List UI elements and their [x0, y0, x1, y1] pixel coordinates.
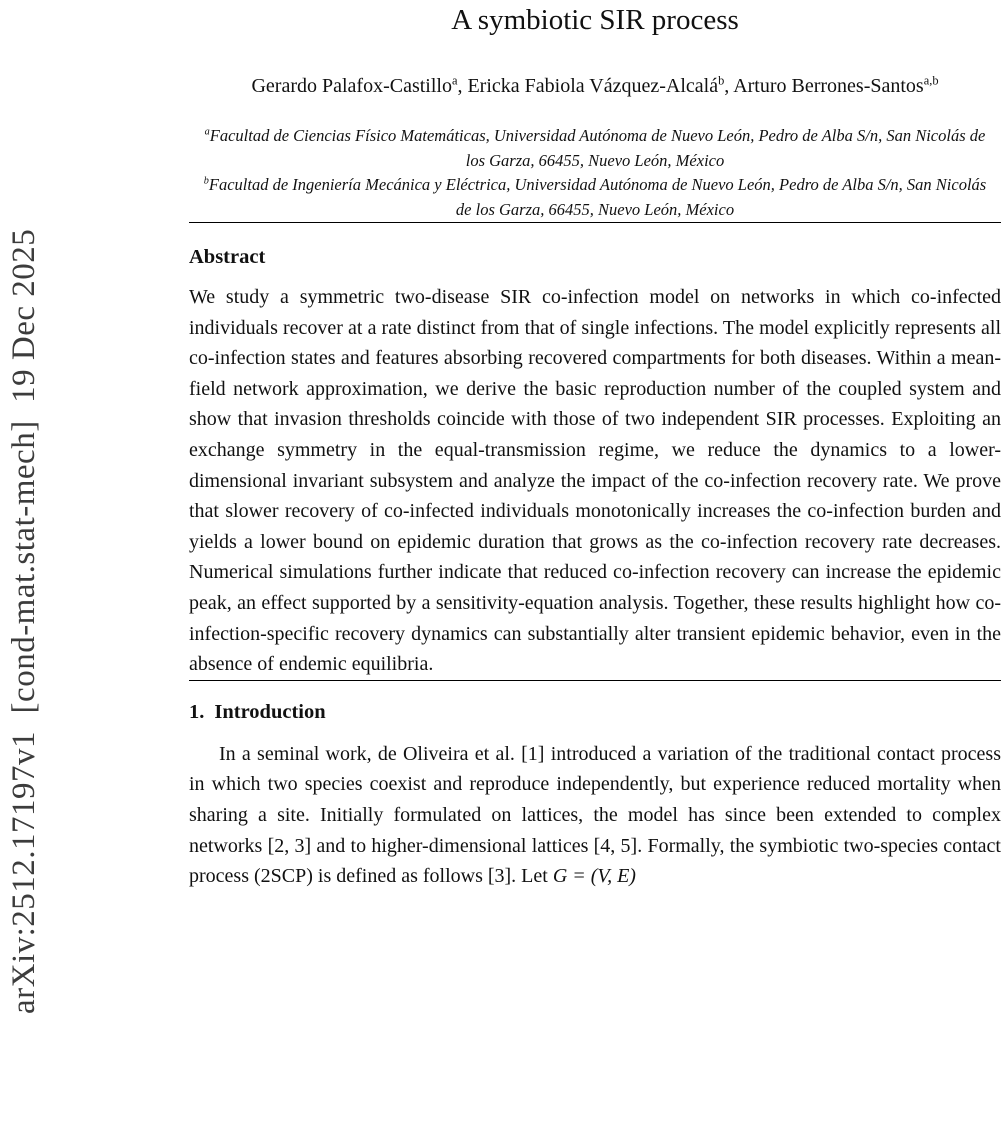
introduction-text: In a seminal work, de Oliveira et al. [1] introduced a variation of the traditional contact process in which two species coexist and reproduce independently, but experience reduced mortality when sharing a site. Initially formulated on lattices, the model has since been extended to complex networks [2, 3] and to higher-dimensional lattices [4, 5]. Formally, the symbiotic two-species contact process (2SCP) is defined as follows [3]. Let [189, 742, 1001, 888]
paper-content [189, 0, 1001, 892]
author-affiliation-mark: a [451, 73, 458, 88]
affiliation-text: Facultad de Ingeniería Mecánica y Eléctrica, Universidad Autónoma de Nuevo León, Pedro de Alba S/n, San Nicolás de los Garza, 66455, Nuevo León, México [208, 175, 987, 219]
section-number: 1. [189, 700, 205, 723]
abstract-divider-bottom [189, 680, 1001, 681]
affiliation-b [200, 173, 990, 222]
author-affiliation-mark: b [718, 73, 725, 88]
introduction-paragraph [189, 739, 1001, 892]
affiliation-text: Facultad de Ciencias Físico Matemáticas, Universidad Autónoma de Nuevo León, Pedro de Alba S/n, San Nicolás de los Garza, 66455, Nuevo León, México [209, 126, 986, 170]
author-affiliation-mark: a,b [923, 73, 939, 88]
affiliations-block [189, 124, 1001, 222]
author-name: , Arturo Berrones-Santos [724, 75, 924, 97]
affiliation-a [200, 124, 990, 173]
section-heading-introduction [189, 700, 1001, 724]
affiliation-mark: a [204, 126, 210, 138]
paper-title: A symbiotic SIR process [451, 4, 739, 36]
author-name: , Ericka Fabiola Vázquez-Alcalá [457, 75, 719, 97]
affiliation-mark: b [203, 175, 209, 187]
abstract-divider-top [189, 222, 1001, 223]
abstract-text: We study a symmetric two-disease SIR co-infection model on networks in which co-infected individuals recover at a rate distinct from that of single infections. The model explicitly represents all co-infection states and features absorbing recovered compartments for both diseases. Within a mean-field network approximation, we derive the basic reproduction number of the coupled system and show that invasion thresholds coincide with those of two independent SIR processes. Exploiting an exchange symmetry in the equal-transmission regime, we reduce the dynamics to a lower-dimensional invariant subsystem and analyze the impact of the co-infection recovery rate. We prove that slower recovery of co-infected individuals monotonically increases the co-infection burden and yields a lower bound on epidemic duration that grows as the co-infection recovery rate decreases. Numerical simulations further indicate that reduced co-infection recovery can increase the epidemic peak, an effect supported by a sensitivity-equation analysis. Together, these results highlight how co-infection-specific recovery dynamics can substantially alter transient epidemic behavior, even in the absence of endemic equilibria. [189, 286, 1001, 676]
abstract-heading: Abstract [189, 246, 266, 268]
arxiv-watermark: arXiv:2512.17197v1 [cond-mat.stat-mech] 19 Dec 2025 [6, 228, 42, 1014]
section-title: Introduction [214, 700, 326, 723]
author-name: Gerardo Palafox-Castillo [251, 75, 452, 97]
author-line [245, 72, 945, 101]
inline-math: G = (V, E) [552, 865, 636, 888]
